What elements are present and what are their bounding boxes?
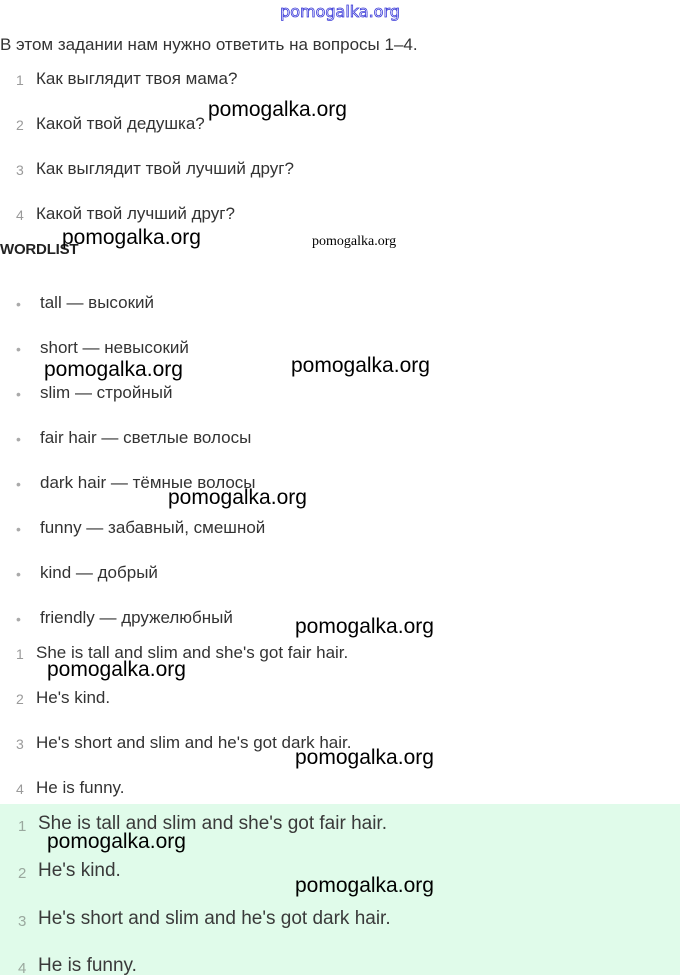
answer-text: He's short and slim and he's got dark hair. [36, 733, 352, 752]
watermark: pomogalka.org [295, 615, 434, 638]
item-number: 1 [18, 818, 27, 835]
bullet-icon: • [16, 566, 21, 582]
word-entry: tall — высокий [40, 293, 155, 312]
word-entry: slim — стройный [40, 383, 173, 402]
watermark: pomogalka.org [47, 658, 186, 681]
item-number: 3 [16, 736, 24, 752]
bullet-icon: • [16, 296, 21, 312]
bullet-icon: • [16, 386, 21, 402]
item-number: 3 [18, 913, 27, 930]
watermark: pomogalka.org [62, 226, 201, 249]
item-number: 2 [16, 691, 24, 707]
watermark: pomogalka.org [295, 874, 434, 897]
bullet-icon: • [16, 431, 21, 447]
watermark: pomogalka.org [208, 98, 347, 121]
bullet-icon: • [16, 521, 21, 537]
watermark: pomogalka.org [168, 486, 307, 509]
item-number: 4 [18, 960, 27, 977]
bullet-icon: • [16, 611, 21, 627]
answer-text: She is tall and slim and she's got fair hair. [36, 643, 349, 662]
intro-text: В этом задании нам нужно ответить на вопросы 1–4. [0, 35, 418, 54]
answer-text: She is tall and slim and she's got fair hair. [38, 813, 387, 834]
question-text: Как выглядит твоя мама? [36, 69, 238, 88]
answer-text: He is funny. [36, 778, 125, 797]
answer-text: He's short and slim and he's got dark hair. [38, 908, 391, 929]
word-entry: funny — забавный, смешной [40, 518, 266, 537]
item-number: 3 [16, 162, 24, 178]
word-entry: dark hair — тёмные волосы [40, 473, 256, 492]
answer-text: He is funny. [38, 955, 137, 976]
word-entry: kind — добрый [40, 563, 158, 582]
watermark: pomogalka.org [44, 358, 183, 381]
question-text: Какой твой дедушка? [36, 114, 205, 133]
wordlist-heading: WORDLIST [0, 241, 79, 258]
item-number: 4 [16, 207, 24, 223]
top-watermark: pomogalka.org [280, 2, 400, 21]
question-text: Какой твой лучший друг? [36, 204, 235, 223]
word-entry: short — невысокий [40, 338, 189, 357]
item-number: 1 [16, 72, 24, 88]
watermark: pomogalka.org [291, 354, 430, 377]
watermark: pomogalka.org [47, 830, 186, 853]
item-number: 2 [16, 117, 24, 133]
watermark: pomogalka.org [312, 234, 397, 249]
bullet-icon: • [16, 476, 21, 492]
item-number: 1 [16, 646, 24, 662]
question-text: Как выглядит твой лучший друг? [36, 159, 294, 178]
word-entry: friendly — дружелюбный [40, 608, 233, 627]
watermark: pomogalka.org [295, 746, 434, 769]
word-entry: fair hair — светлые волосы [40, 428, 252, 447]
answer-text: He's kind. [38, 860, 121, 881]
item-number: 4 [16, 781, 24, 797]
item-number: 2 [18, 865, 27, 882]
bullet-icon: • [16, 341, 21, 357]
answer-text: He's kind. [36, 688, 111, 707]
